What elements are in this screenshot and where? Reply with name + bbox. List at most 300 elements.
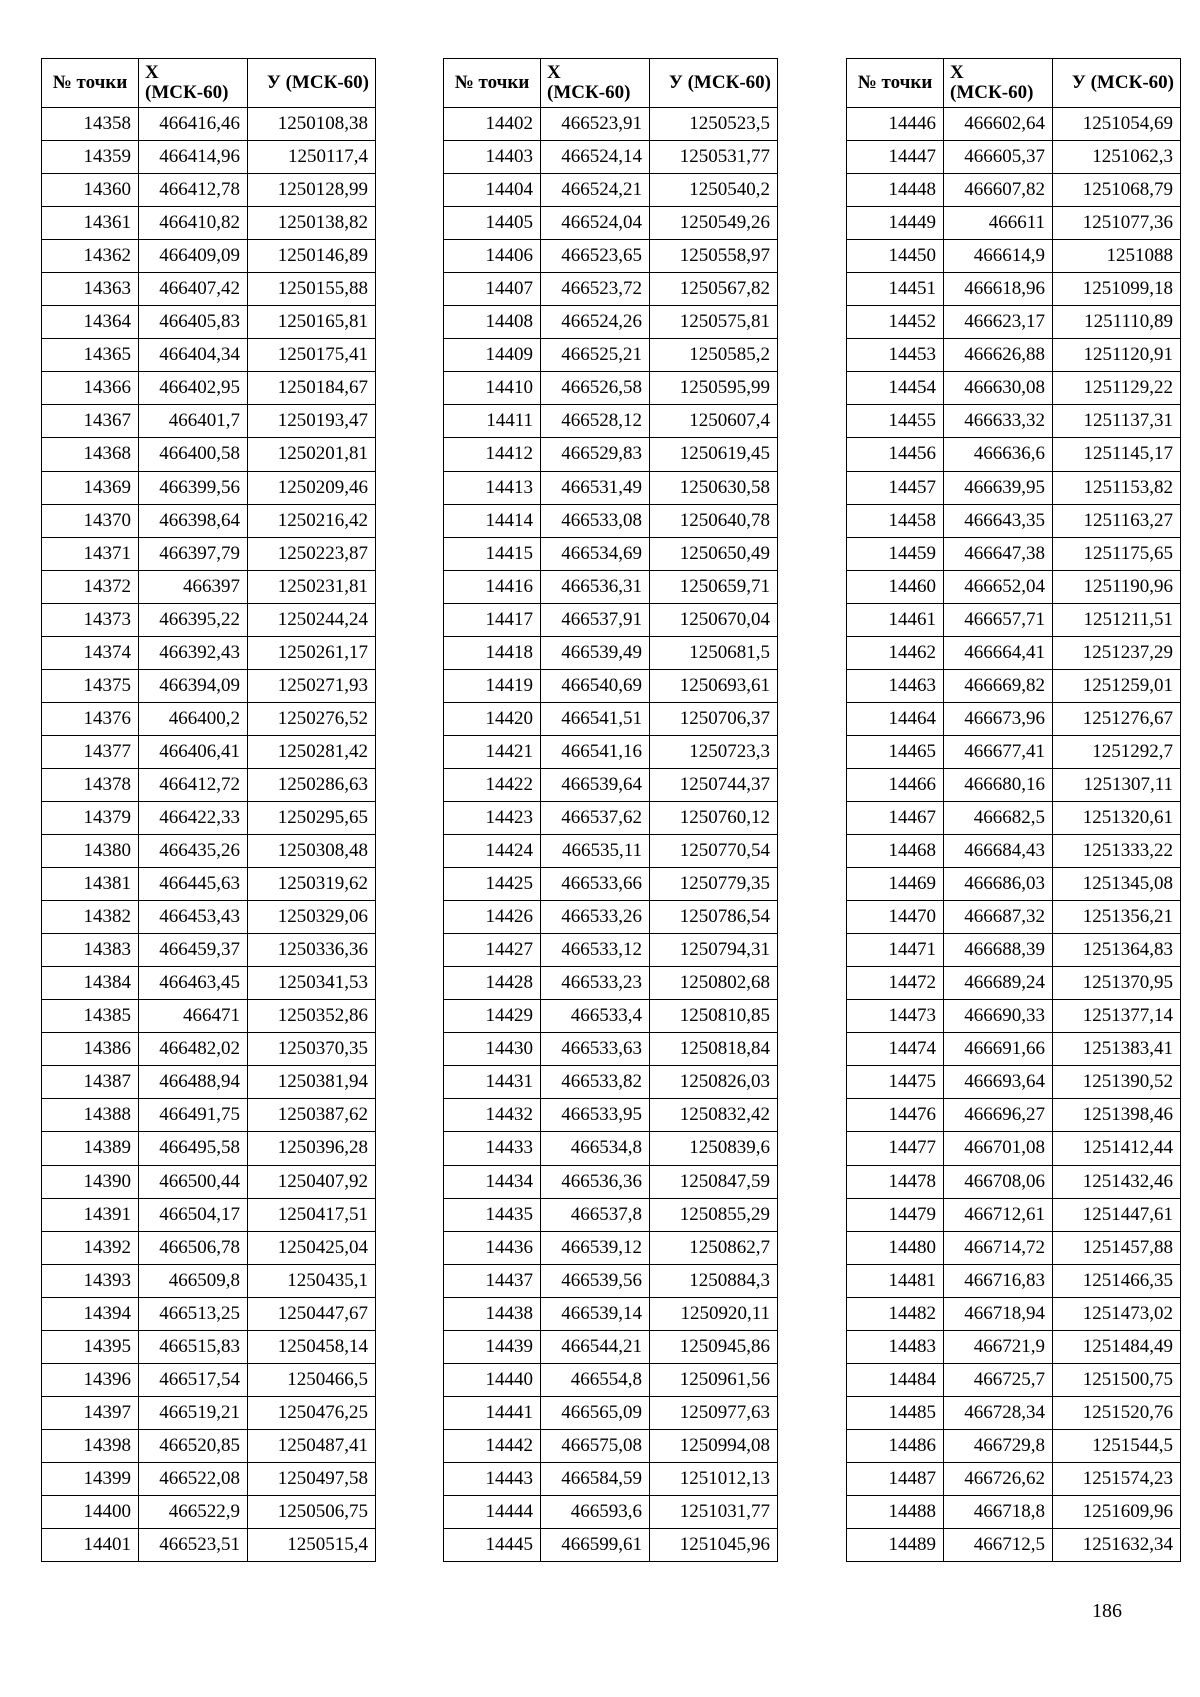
- y-coordinate-cell: 1251484,49: [1053, 1330, 1181, 1363]
- x-coordinate-cell: 466664,41: [944, 636, 1053, 669]
- point-number-cell: 14388: [42, 1099, 139, 1132]
- point-number-cell: 14471: [847, 934, 944, 967]
- table-row: [847, 240, 1181, 273]
- table-row: [444, 768, 778, 801]
- point-number-cell: 14414: [444, 504, 541, 537]
- y-coordinate-cell: 1250506,75: [248, 1495, 376, 1528]
- table-body: [847, 108, 1181, 1562]
- x-coordinate-cell: 466509,8: [139, 1264, 248, 1297]
- y-coordinate-cell: 1250826,03: [650, 1066, 778, 1099]
- point-number-header: № точки: [444, 59, 541, 108]
- x-coordinate-cell: 466673,96: [944, 702, 1053, 735]
- table-row: [42, 570, 376, 603]
- y-coordinate-cell: 1251120,91: [1053, 339, 1181, 372]
- x-coordinate-cell: 466395,22: [139, 603, 248, 636]
- y-coordinate-cell: 1250786,54: [650, 901, 778, 934]
- y-coordinate-cell: 1250839,6: [650, 1132, 778, 1165]
- table-row: [847, 835, 1181, 868]
- y-coordinate-cell: 1250381,94: [248, 1066, 376, 1099]
- y-coordinate-header: У (МСК-60): [650, 59, 778, 108]
- y-coordinate-cell: 1251129,22: [1053, 372, 1181, 405]
- x-coordinate-cell: 466536,31: [541, 570, 650, 603]
- table-row: [444, 1297, 778, 1330]
- table-row: [444, 372, 778, 405]
- y-coordinate-cell: 1250723,3: [650, 735, 778, 768]
- coordinates-table-2: [443, 58, 778, 1562]
- table-row: [444, 1033, 778, 1066]
- table-row: [42, 504, 376, 537]
- x-coordinate-cell: 466529,83: [541, 438, 650, 471]
- x-coordinate-cell: 466554,8: [541, 1363, 650, 1396]
- table-row: [847, 702, 1181, 735]
- x-coordinate-cell: 466729,8: [944, 1429, 1053, 1462]
- point-number-header: № точки: [42, 59, 139, 108]
- point-number-cell: 14368: [42, 438, 139, 471]
- y-coordinate-cell: 1250487,41: [248, 1429, 376, 1462]
- x-coordinate-cell: 466533,4: [541, 1000, 650, 1033]
- y-coordinate-cell: 1250108,38: [248, 108, 376, 141]
- table-row: [847, 504, 1181, 537]
- y-coordinate-cell: 1250650,49: [650, 537, 778, 570]
- y-coordinate-cell: 1250832,42: [650, 1099, 778, 1132]
- y-coordinate-cell: 1250862,7: [650, 1231, 778, 1264]
- y-coordinate-cell: 1250341,53: [248, 967, 376, 1000]
- table-row: [444, 735, 778, 768]
- y-coordinate-cell: 1251088: [1053, 240, 1181, 273]
- y-coordinate-cell: 1251012,13: [650, 1462, 778, 1495]
- y-coordinate-cell: 1250295,65: [248, 801, 376, 834]
- table-row: [444, 174, 778, 207]
- table-row: [444, 1165, 778, 1198]
- point-number-cell: 14389: [42, 1132, 139, 1165]
- table-body: [42, 108, 376, 1562]
- point-number-cell: 14427: [444, 934, 541, 967]
- x-coordinate-cell: 466626,88: [944, 339, 1053, 372]
- x-coordinate-cell: 466539,12: [541, 1231, 650, 1264]
- table-row: [847, 108, 1181, 141]
- table-row: [444, 306, 778, 339]
- y-coordinate-cell: 1250435,1: [248, 1264, 376, 1297]
- point-number-cell: 14403: [444, 141, 541, 174]
- table-row: [444, 1330, 778, 1363]
- point-number-cell: 14487: [847, 1462, 944, 1495]
- point-number-cell: 14435: [444, 1198, 541, 1231]
- y-coordinate-cell: 1250201,81: [248, 438, 376, 471]
- point-number-cell: 14381: [42, 868, 139, 901]
- table-row: [42, 636, 376, 669]
- x-coordinate-cell: 466714,72: [944, 1231, 1053, 1264]
- table-row: [847, 174, 1181, 207]
- y-coordinate-cell: 1250193,47: [248, 405, 376, 438]
- point-number-cell: 14421: [444, 735, 541, 768]
- point-number-cell: 14359: [42, 141, 139, 174]
- x-coordinate-cell: 466639,95: [944, 471, 1053, 504]
- point-number-cell: 14476: [847, 1099, 944, 1132]
- point-number-cell: 14398: [42, 1429, 139, 1462]
- y-coordinate-cell: 1251390,52: [1053, 1066, 1181, 1099]
- table-row: [444, 339, 778, 372]
- x-coordinate-cell: 466712,61: [944, 1198, 1053, 1231]
- x-coordinate-cell: 466534,69: [541, 537, 650, 570]
- y-coordinate-cell: 1250585,2: [650, 339, 778, 372]
- point-number-cell: 14482: [847, 1297, 944, 1330]
- y-coordinate-cell: 1250128,99: [248, 174, 376, 207]
- point-number-cell: 14366: [42, 372, 139, 405]
- table-row: [847, 273, 1181, 306]
- point-number-cell: 14428: [444, 967, 541, 1000]
- table-row: [847, 1264, 1181, 1297]
- table-row: [847, 1330, 1181, 1363]
- x-coordinate-cell: 466495,58: [139, 1132, 248, 1165]
- x-coordinate-cell: 466593,6: [541, 1495, 650, 1528]
- point-number-cell: 14456: [847, 438, 944, 471]
- x-coordinate-cell: 466584,59: [541, 1462, 650, 1495]
- table-row: [847, 1495, 1181, 1528]
- table-row: [444, 1462, 778, 1495]
- y-coordinate-cell: 1251383,41: [1053, 1033, 1181, 1066]
- x-coordinate-cell: 466693,64: [944, 1066, 1053, 1099]
- x-coordinate-cell: 466513,25: [139, 1297, 248, 1330]
- table-row: [444, 835, 778, 868]
- y-coordinate-cell: 1250329,06: [248, 901, 376, 934]
- table-row: [444, 108, 778, 141]
- point-number-cell: 14392: [42, 1231, 139, 1264]
- x-coordinate-cell: 466614,9: [944, 240, 1053, 273]
- point-number-cell: 14440: [444, 1363, 541, 1396]
- point-number-cell: 14390: [42, 1165, 139, 1198]
- y-coordinate-header: У (МСК-60): [1053, 59, 1181, 108]
- point-number-cell: 14434: [444, 1165, 541, 1198]
- table-row: [847, 1099, 1181, 1132]
- x-coordinate-cell: 466400,58: [139, 438, 248, 471]
- table-row: [444, 504, 778, 537]
- point-number-cell: 14375: [42, 669, 139, 702]
- point-number-cell: 14461: [847, 603, 944, 636]
- point-number-cell: 14391: [42, 1198, 139, 1231]
- y-coordinate-cell: 1250945,86: [650, 1330, 778, 1363]
- point-number-cell: 14488: [847, 1495, 944, 1528]
- x-coordinate-cell: 466718,8: [944, 1495, 1053, 1528]
- table-row: [42, 801, 376, 834]
- y-coordinate-cell: 1250216,42: [248, 504, 376, 537]
- point-number-cell: 14446: [847, 108, 944, 141]
- y-coordinate-cell: 1250523,5: [650, 108, 778, 141]
- x-coordinate-cell: 466519,21: [139, 1396, 248, 1429]
- table-row: [847, 372, 1181, 405]
- point-number-cell: 14373: [42, 603, 139, 636]
- x-coordinate-cell: 466504,17: [139, 1198, 248, 1231]
- table-row: [42, 603, 376, 636]
- table-row: [42, 537, 376, 570]
- point-number-cell: 14474: [847, 1033, 944, 1066]
- x-coordinate-cell: 466605,37: [944, 141, 1053, 174]
- y-coordinate-header: У (МСК-60): [248, 59, 376, 108]
- x-coordinate-cell: 466602,64: [944, 108, 1053, 141]
- y-coordinate-cell: 1251153,82: [1053, 471, 1181, 504]
- y-coordinate-cell: 1250920,11: [650, 1297, 778, 1330]
- y-coordinate-cell: 1250994,08: [650, 1429, 778, 1462]
- point-number-cell: 14479: [847, 1198, 944, 1231]
- table-row: [444, 471, 778, 504]
- y-coordinate-cell: 1250810,85: [650, 1000, 778, 1033]
- point-number-cell: 14433: [444, 1132, 541, 1165]
- table-row: [444, 1495, 778, 1528]
- x-coordinate-cell: 466677,41: [944, 735, 1053, 768]
- point-number-cell: 14472: [847, 967, 944, 1000]
- x-coordinate-cell: 466537,91: [541, 603, 650, 636]
- x-coordinate-cell: 466409,09: [139, 240, 248, 273]
- table-row: [444, 702, 778, 735]
- x-coordinate-cell: 466643,35: [944, 504, 1053, 537]
- point-number-cell: 14417: [444, 603, 541, 636]
- y-coordinate-cell: 1251574,23: [1053, 1462, 1181, 1495]
- table-row: [444, 1132, 778, 1165]
- table-row: [42, 1330, 376, 1363]
- table-row: [444, 1264, 778, 1297]
- point-number-cell: 14444: [444, 1495, 541, 1528]
- table-row: [847, 901, 1181, 934]
- point-number-cell: 14483: [847, 1330, 944, 1363]
- table-row: [42, 1066, 376, 1099]
- point-number-cell: 14400: [42, 1495, 139, 1528]
- table-row: [42, 372, 376, 405]
- y-coordinate-cell: 1251054,69: [1053, 108, 1181, 141]
- x-coordinate-cell: 466669,82: [944, 669, 1053, 702]
- y-coordinate-cell: 1250417,51: [248, 1198, 376, 1231]
- y-coordinate-cell: 1250319,62: [248, 868, 376, 901]
- table-row: [444, 1000, 778, 1033]
- y-coordinate-cell: 1250607,4: [650, 405, 778, 438]
- y-coordinate-cell: 1251031,77: [650, 1495, 778, 1528]
- table-row: [42, 1165, 376, 1198]
- x-coordinate-cell: 466682,5: [944, 801, 1053, 834]
- y-coordinate-cell: 1250117,4: [248, 141, 376, 174]
- point-number-cell: 14399: [42, 1462, 139, 1495]
- y-coordinate-cell: 1251190,96: [1053, 570, 1181, 603]
- x-coordinate-cell: 466416,46: [139, 108, 248, 141]
- table-header-row: [847, 59, 1181, 108]
- coordinates-table-3: [846, 58, 1181, 1562]
- y-coordinate-cell: 1251099,18: [1053, 273, 1181, 306]
- table-row: [42, 174, 376, 207]
- table-row: [42, 1529, 376, 1562]
- point-number-header: № точки: [847, 59, 944, 108]
- x-coordinate-cell: 466405,83: [139, 306, 248, 339]
- table-row: [42, 1396, 376, 1429]
- x-coordinate-cell: 466412,78: [139, 174, 248, 207]
- table-row: [444, 669, 778, 702]
- y-coordinate-cell: 1251500,75: [1053, 1363, 1181, 1396]
- y-coordinate-cell: 1251457,88: [1053, 1231, 1181, 1264]
- y-coordinate-cell: 1251377,14: [1053, 1000, 1181, 1033]
- x-coordinate-cell: 466402,95: [139, 372, 248, 405]
- x-coordinate-header: X (МСК-60): [139, 59, 248, 108]
- x-coordinate-header: X (МСК-60): [541, 59, 650, 108]
- y-coordinate-cell: 1250706,37: [650, 702, 778, 735]
- table-header-row: [444, 59, 778, 108]
- y-coordinate-cell: 1251466,35: [1053, 1264, 1181, 1297]
- table-row: [444, 1529, 778, 1562]
- x-coordinate-cell: 466633,32: [944, 405, 1053, 438]
- x-coordinate-cell: 466607,82: [944, 174, 1053, 207]
- point-number-cell: 14454: [847, 372, 944, 405]
- y-coordinate-cell: 1251237,29: [1053, 636, 1181, 669]
- y-coordinate-cell: 1250855,29: [650, 1198, 778, 1231]
- page-number: 186: [1092, 1600, 1122, 1622]
- y-coordinate-cell: 1250659,71: [650, 570, 778, 603]
- x-coordinate-cell: 466397: [139, 570, 248, 603]
- y-coordinate-cell: 1250515,4: [248, 1529, 376, 1562]
- point-number-cell: 14408: [444, 306, 541, 339]
- y-coordinate-cell: 1251175,65: [1053, 537, 1181, 570]
- table-row: [42, 868, 376, 901]
- y-coordinate-cell: 1250961,56: [650, 1363, 778, 1396]
- table-row: [444, 603, 778, 636]
- y-coordinate-cell: 1250352,86: [248, 1000, 376, 1033]
- table-row: [847, 1000, 1181, 1033]
- table-row: [42, 934, 376, 967]
- x-coordinate-cell: 466539,14: [541, 1297, 650, 1330]
- point-number-cell: 14449: [847, 207, 944, 240]
- table-row: [847, 1396, 1181, 1429]
- x-coordinate-cell: 466618,96: [944, 273, 1053, 306]
- y-coordinate-cell: 1251398,46: [1053, 1099, 1181, 1132]
- x-coordinate-cell: 466517,54: [139, 1363, 248, 1396]
- point-number-cell: 14401: [42, 1529, 139, 1562]
- x-coordinate-cell: 466523,51: [139, 1529, 248, 1562]
- x-coordinate-cell: 466539,64: [541, 768, 650, 801]
- table-row: [847, 1132, 1181, 1165]
- y-coordinate-cell: 1250640,78: [650, 504, 778, 537]
- y-coordinate-cell: 1250884,3: [650, 1264, 778, 1297]
- x-coordinate-cell: 466687,32: [944, 901, 1053, 934]
- point-number-cell: 14387: [42, 1066, 139, 1099]
- y-coordinate-cell: 1250223,87: [248, 537, 376, 570]
- table-row: [847, 405, 1181, 438]
- point-number-cell: 14469: [847, 868, 944, 901]
- x-coordinate-cell: 466524,21: [541, 174, 650, 207]
- y-coordinate-cell: 1251292,7: [1053, 735, 1181, 768]
- table-row: [444, 1363, 778, 1396]
- point-number-cell: 14364: [42, 306, 139, 339]
- point-number-cell: 14453: [847, 339, 944, 372]
- y-coordinate-cell: 1250458,14: [248, 1330, 376, 1363]
- table-row: [42, 1297, 376, 1330]
- x-coordinate-cell: 466533,12: [541, 934, 650, 967]
- y-coordinate-cell: 1250693,61: [650, 669, 778, 702]
- y-coordinate-cell: 1250407,92: [248, 1165, 376, 1198]
- y-coordinate-cell: 1250244,24: [248, 603, 376, 636]
- table-row: [847, 1165, 1181, 1198]
- point-number-cell: 14448: [847, 174, 944, 207]
- point-number-cell: 14437: [444, 1264, 541, 1297]
- x-coordinate-cell: 466533,63: [541, 1033, 650, 1066]
- table-row: [42, 702, 376, 735]
- table-row: [847, 868, 1181, 901]
- point-number-cell: 14384: [42, 967, 139, 1000]
- x-coordinate-cell: 466459,37: [139, 934, 248, 967]
- x-coordinate-cell: 466712,5: [944, 1529, 1053, 1562]
- point-number-cell: 14365: [42, 339, 139, 372]
- point-number-cell: 14439: [444, 1330, 541, 1363]
- y-coordinate-cell: 1250575,81: [650, 306, 778, 339]
- table-row: [42, 1429, 376, 1462]
- x-coordinate-cell: 466407,42: [139, 273, 248, 306]
- point-number-cell: 14410: [444, 372, 541, 405]
- y-coordinate-cell: 1251345,08: [1053, 868, 1181, 901]
- y-coordinate-cell: 1251110,89: [1053, 306, 1181, 339]
- y-coordinate-cell: 1250630,58: [650, 471, 778, 504]
- x-coordinate-cell: 466506,78: [139, 1231, 248, 1264]
- y-coordinate-cell: 1251077,36: [1053, 207, 1181, 240]
- y-coordinate-cell: 1250370,35: [248, 1033, 376, 1066]
- y-coordinate-cell: 1251447,61: [1053, 1198, 1181, 1231]
- point-number-cell: 14358: [42, 108, 139, 141]
- x-coordinate-cell: 466523,72: [541, 273, 650, 306]
- x-coordinate-cell: 466652,04: [944, 570, 1053, 603]
- y-coordinate-cell: 1251320,61: [1053, 801, 1181, 834]
- point-number-cell: 14416: [444, 570, 541, 603]
- table-row: [847, 1198, 1181, 1231]
- y-coordinate-cell: 1250165,81: [248, 306, 376, 339]
- x-coordinate-cell: 466565,09: [541, 1396, 650, 1429]
- point-number-cell: 14405: [444, 207, 541, 240]
- y-coordinate-cell: 1250155,88: [248, 273, 376, 306]
- point-number-cell: 14429: [444, 1000, 541, 1033]
- table-row: [42, 1462, 376, 1495]
- y-coordinate-cell: 1251356,21: [1053, 901, 1181, 934]
- x-coordinate-cell: 466726,62: [944, 1462, 1053, 1495]
- point-number-cell: 14409: [444, 339, 541, 372]
- x-coordinate-cell: 466535,11: [541, 835, 650, 868]
- table-row: [42, 901, 376, 934]
- y-coordinate-cell: 1250567,82: [650, 273, 778, 306]
- table-row: [847, 1297, 1181, 1330]
- x-coordinate-cell: 466536,36: [541, 1165, 650, 1198]
- point-number-cell: 14424: [444, 835, 541, 868]
- point-number-cell: 14462: [847, 636, 944, 669]
- point-number-cell: 14422: [444, 768, 541, 801]
- table-row: [444, 405, 778, 438]
- table-row: [444, 240, 778, 273]
- x-coordinate-cell: 466718,94: [944, 1297, 1053, 1330]
- y-coordinate-cell: 1250396,28: [248, 1132, 376, 1165]
- table-row: [847, 339, 1181, 372]
- x-coordinate-cell: 466688,39: [944, 934, 1053, 967]
- point-number-cell: 14455: [847, 405, 944, 438]
- x-coordinate-cell: 466400,2: [139, 702, 248, 735]
- table-row: [444, 868, 778, 901]
- x-coordinate-cell: 466523,91: [541, 108, 650, 141]
- table-row: [42, 141, 376, 174]
- table-row: [444, 1198, 778, 1231]
- point-number-cell: 14383: [42, 934, 139, 967]
- table-row: [444, 273, 778, 306]
- table-row: [42, 108, 376, 141]
- x-coordinate-cell: 466482,02: [139, 1033, 248, 1066]
- x-coordinate-cell: 466533,82: [541, 1066, 650, 1099]
- x-coordinate-cell: 466690,33: [944, 1000, 1053, 1033]
- point-number-cell: 14418: [444, 636, 541, 669]
- point-number-cell: 14370: [42, 504, 139, 537]
- table-row: [42, 273, 376, 306]
- point-number-cell: 14489: [847, 1529, 944, 1562]
- y-coordinate-cell: 1251145,17: [1053, 438, 1181, 471]
- table-body: [444, 108, 778, 1562]
- y-coordinate-cell: 1251276,67: [1053, 702, 1181, 735]
- x-coordinate-cell: 466533,23: [541, 967, 650, 1000]
- table-row: [847, 306, 1181, 339]
